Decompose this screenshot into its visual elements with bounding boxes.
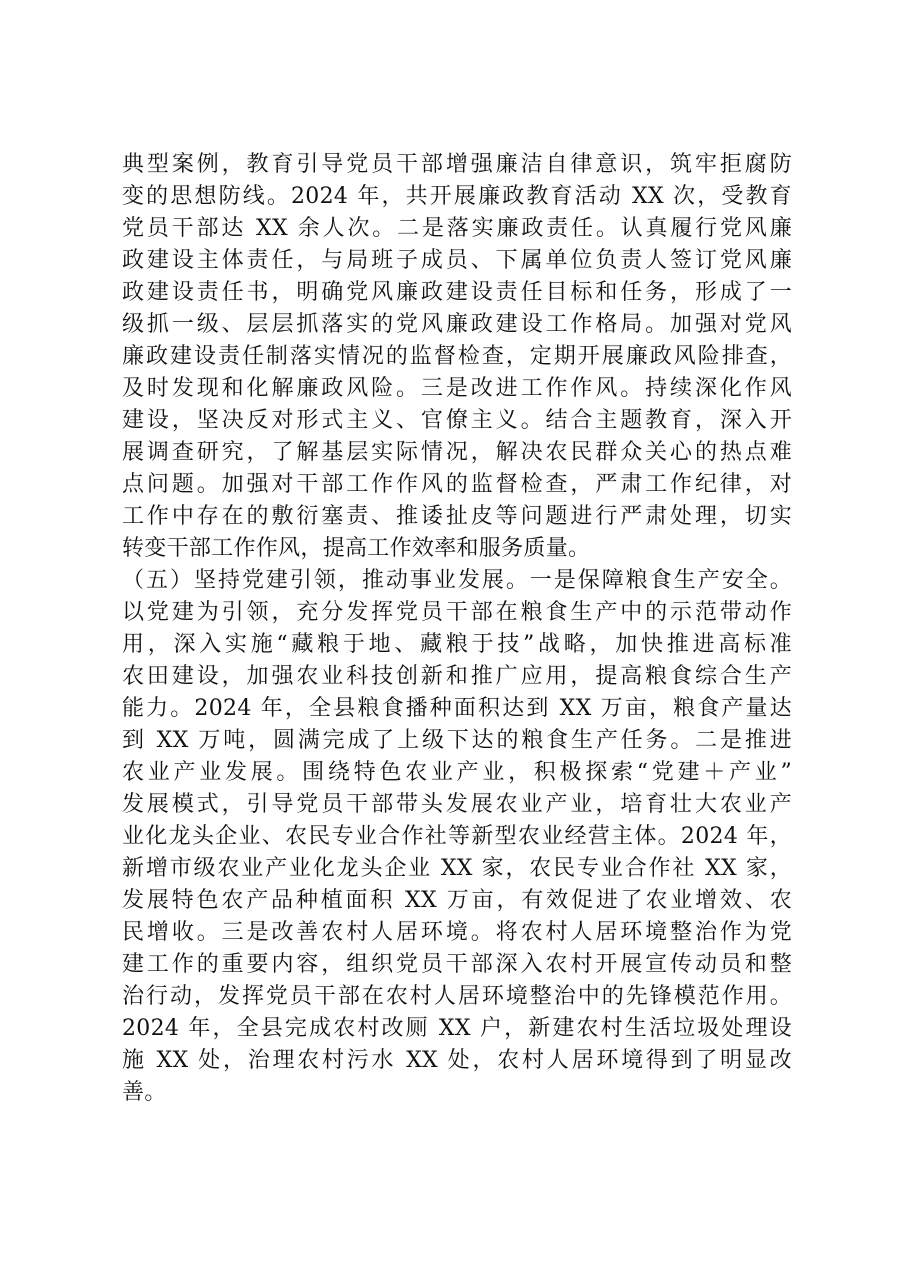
text-line: 展调查研究，了解基层实际情况，解决农民群众关心的热点难 — [122, 440, 792, 465]
text-line: 党员干部达 XX 余人次。二是落实廉政责任。认真履行党风廉 — [122, 216, 792, 241]
text-line: 及时发现和化解廉政风险。三是改进工作作风。持续深化作风 — [122, 376, 792, 401]
text-line: 发展模式，引导党员干部带头发展农业产业，培育壮大农业产 — [122, 792, 792, 817]
text-line: 级抓一级、层层抓落实的党风廉政建设工作格局。加强对党风 — [122, 312, 792, 337]
text-line: 建工作的重要内容，组织党员干部深入农村开展宣传动员和整 — [122, 952, 792, 977]
text-line: 业化龙头企业、农民专业合作社等新型农业经营主体。2024 年， — [122, 824, 792, 849]
text-line: 廉政建设责任制落实情况的监督检查，定期开展廉政风险排查， — [122, 344, 792, 369]
text-line: 政建设责任书，明确党风廉政建设责任目标和任务，形成了一 — [122, 280, 792, 305]
text-line: 2024 年，全县完成农村改厕 XX 户，新建农村生活垃圾处理设 — [122, 1016, 792, 1041]
paragraph-end-line: 转变干部工作作风，提高工作效率和服务质量。 — [122, 536, 591, 561]
text-line: 施 XX 处，治理农村污水 XX 处，农村人居环境得到了明显改 — [122, 1048, 792, 1073]
text-line: 以党建为引领，充分发挥党员干部在粮食生产中的示范带动作 — [122, 600, 792, 625]
text-line: 典型案例，教育引导党员干部增强廉洁自律意识，筑牢拒腐防 — [122, 152, 792, 177]
text-line: 建设，坚决反对形式主义、官僚主义。结合主题教育，深入开 — [122, 408, 792, 433]
section-heading-line: （五）坚持党建引领，推动事业发展。一是保障粮食生产安全。 — [122, 568, 792, 593]
paragraph-end-line: 善。 — [122, 1080, 167, 1105]
text-line: 变的思想防线。2024 年，共开展廉政教育活动 XX 次，受教育 — [122, 184, 792, 209]
text-line: 工作中存在的敷衍塞责、推诿扯皮等问题进行严肃处理，切实 — [122, 504, 792, 529]
text-line: 民增收。三是改善农村人居环境。将农村人居环境整治作为党 — [122, 920, 792, 945]
text-line: 新增市级农业产业化龙头企业 XX 家，农民专业合作社 XX 家， — [122, 856, 792, 881]
text-line: 发展特色农产品种植面积 XX 万亩，有效促进了农业增效、农 — [122, 888, 792, 913]
text-line: 农业产业发展。围绕特色农业产业，积极探索“党建＋产业” — [122, 760, 792, 785]
text-line: 用，深入实施“藏粮于地、藏粮于技”战略，加快推进高标准 — [122, 632, 792, 657]
text-line: 治行动，发挥党员干部在农村人居环境整治中的先锋模范作用。 — [122, 984, 792, 1009]
text-line: 到 XX 万吨，圆满完成了上级下达的粮食生产任务。二是推进 — [122, 728, 792, 753]
text-line: 农田建设，加强农业科技创新和推广应用，提高粮食综合生产 — [122, 664, 792, 689]
text-line: 点问题。加强对干部工作作风的监督检查，严肃工作纪律，对 — [122, 472, 792, 497]
body-text — [122, 149, 792, 1109]
text-line: 政建设主体责任，与局班子成员、下属单位负责人签订党风廉 — [122, 248, 792, 273]
text-line: 能力。2024 年，全县粮食播种面积达到 XX 万亩，粮食产量达 — [122, 696, 792, 721]
